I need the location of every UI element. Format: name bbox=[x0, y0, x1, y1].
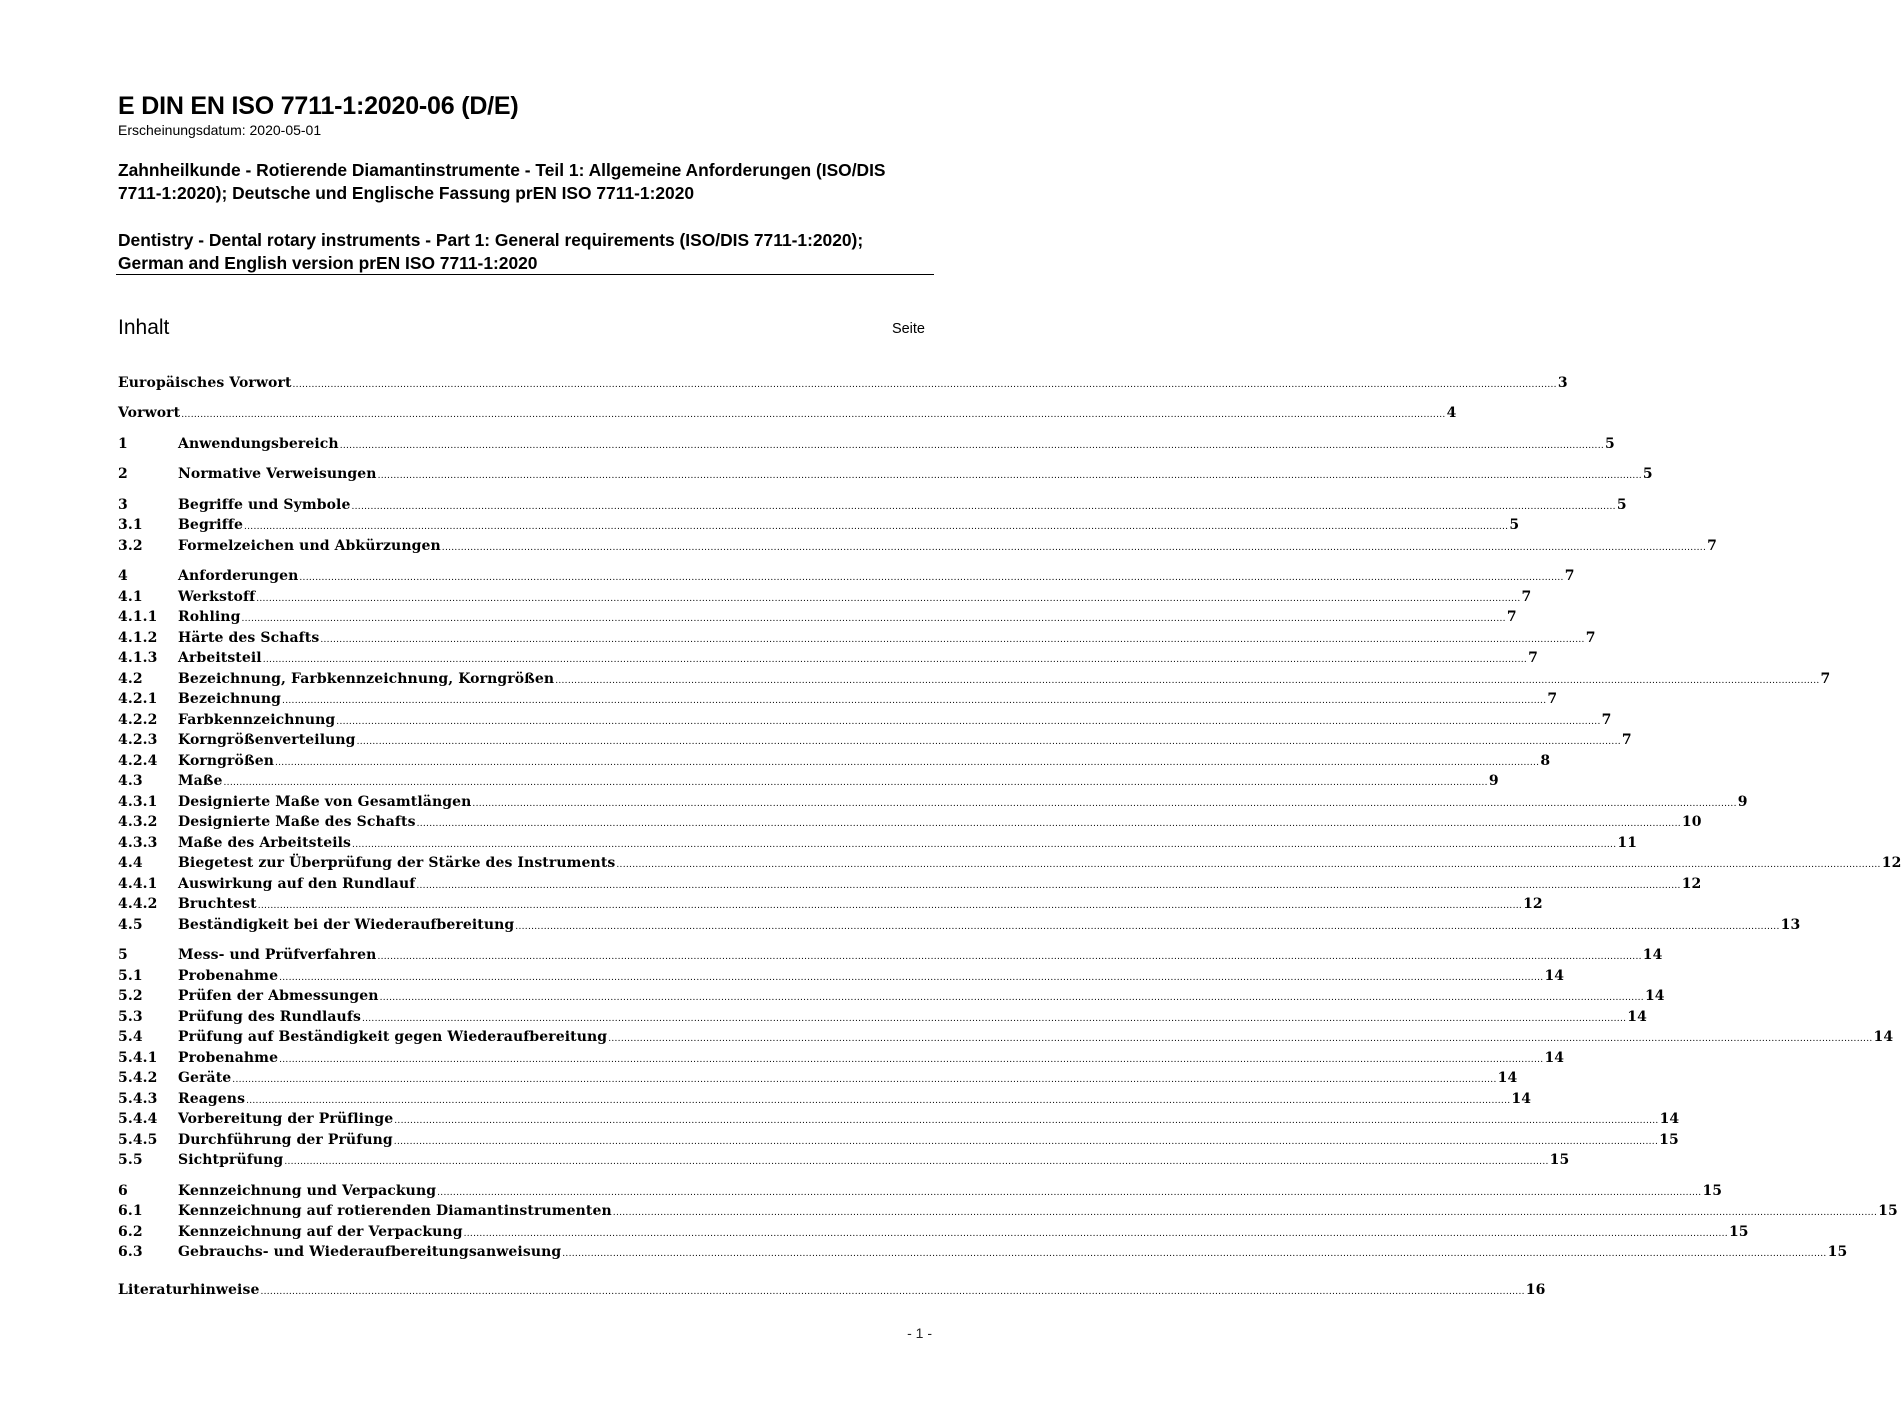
toc-dot-leader: ................................................................................................................................................................................................................................................................................................................................................................................................................ bbox=[241, 614, 1506, 624]
toc-entry-number: 2 bbox=[118, 466, 128, 482]
toc-entry-number: 3 bbox=[118, 497, 128, 513]
toc-dot-leader: ................................................................................................................................................................................................................................................................................................................................................................................................................ bbox=[282, 696, 1547, 706]
toc-entry-page: 5 bbox=[1616, 497, 1627, 513]
toc-entry[interactable] bbox=[118, 1180, 1723, 1200]
toc-entry[interactable] bbox=[118, 1108, 1680, 1128]
toc-entry-number: 4.2 bbox=[118, 671, 143, 687]
toc-entry-number: 5 bbox=[118, 947, 128, 963]
toc-entry-number: 5.4.2 bbox=[118, 1070, 158, 1086]
toc-entry-title: Werkstoff bbox=[178, 589, 256, 605]
toc-entry-number: 5.4.4 bbox=[118, 1111, 158, 1127]
toc-dot-leader: ................................................................................................................................................................................................................................................................................................................................................................................................................ bbox=[339, 441, 1605, 451]
toc-entry[interactable] bbox=[118, 1047, 1565, 1067]
toc-entry-title: Rohling bbox=[178, 609, 241, 625]
toc-entry[interactable] bbox=[118, 770, 1499, 790]
toc-entry-page: 5 bbox=[1509, 517, 1520, 533]
toc-entry-title: Reagens bbox=[178, 1091, 246, 1107]
toc-entry-page: 14 bbox=[1873, 1029, 1894, 1045]
toc-entry[interactable] bbox=[118, 750, 1551, 770]
toc-entry-title: Sichtprüfung bbox=[178, 1152, 284, 1168]
toc-entry-page: 15 bbox=[1549, 1152, 1570, 1168]
toc-entry[interactable] bbox=[118, 668, 1831, 688]
toc-entry-title: Begriffe bbox=[178, 517, 243, 533]
toc-entry[interactable] bbox=[118, 873, 1702, 893]
toc-dot-leader: ................................................................................................................................................................................................................................................................................................................................................................................................................ bbox=[299, 573, 1564, 583]
toc-dot-leader: ................................................................................................................................................................................................................................................................................................................................................................................................................ bbox=[416, 819, 1681, 829]
toc-dot-leader: ................................................................................................................................................................................................................................................................................................................................................................................................................ bbox=[437, 1188, 1702, 1198]
toc-entry-page: 14 bbox=[1544, 1050, 1565, 1066]
toc-entry[interactable] bbox=[118, 606, 1517, 626]
toc-entry-title: Farbkennzeichnung bbox=[178, 712, 336, 728]
toc-entry[interactable] bbox=[118, 535, 1717, 555]
toc-entry-title: Beständigkeit bei der Wiederaufbereitung bbox=[178, 917, 515, 933]
toc-entry-title: Maße bbox=[178, 773, 223, 789]
toc-entry-page: 9 bbox=[1737, 794, 1748, 810]
toc-dot-leader: ................................................................................................................................................................................................................................................................................................................................................................................................................ bbox=[463, 1229, 1728, 1239]
toc-entry-number: 6.2 bbox=[118, 1224, 143, 1240]
toc-entry-page: 14 bbox=[1511, 1091, 1532, 1107]
title-english: Dentistry - Dental rotary instruments - Part 1: General requirements (ISO/DIS 7711-1:2020); German and English version prEN ISO 7711-1:2020 bbox=[118, 230, 864, 273]
toc-entry[interactable] bbox=[118, 965, 1565, 985]
toc-entry-number: 4.3.1 bbox=[118, 794, 158, 810]
toc-entry-number: 5.4.5 bbox=[118, 1132, 158, 1148]
toc-entry[interactable] bbox=[118, 709, 1612, 729]
toc-dot-leader: ................................................................................................................................................................................................................................................................................................................................................................................................................ bbox=[616, 860, 1881, 870]
toc-dot-leader: ................................................................................................................................................................................................................................................................................................................................................................................................................ bbox=[256, 594, 1521, 604]
toc-dot-leader: ................................................................................................................................................................................................................................................................................................................................................................................................................ bbox=[260, 1287, 1525, 1297]
toc-dot-leader: ................................................................................................................................................................................................................................................................................................................................................................................................................ bbox=[377, 952, 1642, 962]
toc-entry-title: Anforderungen bbox=[178, 568, 299, 584]
toc-entry-title: Auswirkung auf den Rundlauf bbox=[178, 876, 416, 892]
toc-entry-page: 11 bbox=[1617, 835, 1638, 851]
toc-page-label: Seite bbox=[891, 321, 925, 337]
toc-dot-leader: ................................................................................................................................................................................................................................................................................................................................................................................................................ bbox=[361, 1014, 1627, 1024]
toc-entry-page: 7 bbox=[1564, 568, 1575, 584]
toc-dot-leader: ................................................................................................................................................................................................................................................................................................................................................................................................................ bbox=[393, 1137, 1659, 1147]
toc-dot-leader: ................................................................................................................................................................................................................................................................................................................................................................................................................ bbox=[515, 922, 1780, 932]
toc-dot-leader: ................................................................................................................................................................................................................................................................................................................................................................................................................ bbox=[555, 676, 1820, 686]
toc-dot-leader: ................................................................................................................................................................................................................................................................................................................................................................................................................ bbox=[246, 1096, 1511, 1106]
toc-entry-title: Korngrößen bbox=[178, 753, 274, 769]
toc-entry-number: 4.4.1 bbox=[118, 876, 158, 892]
toc-dot-leader: ................................................................................................................................................................................................................................................................................................................................................................................................................ bbox=[377, 471, 1642, 481]
toc-dot-leader: ................................................................................................................................................................................................................................................................................................................................................................................................................ bbox=[356, 737, 1621, 747]
toc-entry-title: Europäisches Vorwort bbox=[118, 375, 292, 391]
toc-entry-page: 7 bbox=[1601, 712, 1612, 728]
title-divider bbox=[116, 274, 934, 275]
toc-entry-page: 12 bbox=[1681, 876, 1702, 892]
toc-entry-number: 4.1.3 bbox=[118, 650, 158, 666]
toc-entry[interactable] bbox=[118, 463, 1653, 483]
toc-entry-number: 6.3 bbox=[118, 1244, 143, 1260]
toc-dot-leader: ................................................................................................................................................................................................................................................................................................................................................................................................................ bbox=[257, 901, 1523, 911]
toc-entry[interactable] bbox=[118, 586, 1532, 606]
toc-entry-page: 15 bbox=[1702, 1183, 1723, 1199]
toc-entry-page: 10 bbox=[1681, 814, 1702, 830]
toc-entry-number: 5.5 bbox=[118, 1152, 143, 1168]
toc-entry-title: Vorwort bbox=[118, 405, 181, 421]
toc-entry-number: 4.2.1 bbox=[118, 691, 158, 707]
toc-dot-leader: ................................................................................................................................................................................................................................................................................................................................................................................................................ bbox=[562, 1249, 1827, 1259]
toc-entry[interactable] bbox=[118, 811, 1702, 831]
toc-entry[interactable] bbox=[118, 1088, 1532, 1108]
toc-entry-page: 9 bbox=[1488, 773, 1499, 789]
toc-entry-page: 5 bbox=[1605, 436, 1615, 452]
toc-entry-title: Normative Verweisungen bbox=[178, 466, 377, 482]
toc-entry-number: 3.2 bbox=[118, 538, 143, 554]
toc-entry[interactable] bbox=[118, 852, 1901, 872]
toc-dot-leader: ................................................................................................................................................................................................................................................................................................................................................................................................................ bbox=[284, 1157, 1549, 1167]
title-german: Zahnheilkunde - Rotierende Diamantinstrumente - Teil 1: Allgemeine Anforderungen (ISO/DIS 7711-1:2020); Deutsche und Englische Fassung prEN ISO 7711-1:2020 bbox=[118, 160, 886, 203]
toc-entry[interactable] bbox=[118, 494, 1627, 514]
toc-entry-number: 5.1 bbox=[118, 968, 143, 984]
toc-entry-title: Bezeichnung bbox=[178, 691, 282, 707]
toc-entry-title: Mess- und Prüfverfahren bbox=[178, 947, 377, 963]
toc-entry-number: 4.5 bbox=[118, 917, 143, 933]
toc-entry[interactable] bbox=[118, 832, 1638, 852]
toc-entry-page: 3 bbox=[1557, 375, 1568, 391]
toc-entry-page: 7 bbox=[1547, 691, 1558, 707]
toc-entry-title: Härte des Schafts bbox=[178, 630, 320, 646]
toc-entry-page: 14 bbox=[1644, 988, 1665, 1004]
toc-entry-page: 8 bbox=[1540, 753, 1551, 769]
toc-entry[interactable] bbox=[118, 914, 1801, 934]
toc-entry-number: 3.1 bbox=[118, 517, 143, 533]
toc-entry-number: 6.1 bbox=[118, 1203, 143, 1219]
toc-dot-leader: ................................................................................................................................................................................................................................................................................................................................................................................................................ bbox=[181, 410, 1446, 420]
document-id: E DIN EN ISO 7711-1:2020-06 (D/E) bbox=[118, 92, 519, 120]
toc-entry-title: Designierte Maße des Schafts bbox=[178, 814, 416, 830]
toc-entry[interactable] bbox=[118, 1149, 1570, 1169]
toc-dot-leader: ................................................................................................................................................................................................................................................................................................................................................................................................................ bbox=[612, 1208, 1878, 1218]
toc-entry-number: 4.1.2 bbox=[118, 630, 158, 646]
toc-entry-number: 4.2.4 bbox=[118, 753, 158, 769]
toc-entry-page: 15 bbox=[1827, 1244, 1848, 1260]
toc-dot-leader: ................................................................................................................................................................................................................................................................................................................................................................................................................ bbox=[243, 522, 1509, 532]
toc-entry-number: 4.3 bbox=[118, 773, 143, 789]
toc-entry-title: Bezeichnung, Farbkennzeichnung, Korngrößen bbox=[178, 671, 555, 687]
toc-entry[interactable] bbox=[118, 627, 1596, 647]
toc-entry-page: 7 bbox=[1521, 589, 1532, 605]
toc-entry-page: 12 bbox=[1881, 855, 1901, 871]
toc-dot-leader: ................................................................................................................................................................................................................................................................................................................................................................................................................ bbox=[279, 973, 1544, 983]
toc-entry-title: Durchführung der Prüfung bbox=[178, 1132, 393, 1148]
toc-entry-page: 7 bbox=[1820, 671, 1831, 687]
toc-entry-number: 4.1.1 bbox=[118, 609, 158, 625]
toc-dot-leader: ................................................................................................................................................................................................................................................................................................................................................................................................................ bbox=[262, 655, 1528, 665]
toc-entry[interactable] bbox=[118, 791, 1748, 811]
toc-dot-leader: ................................................................................................................................................................................................................................................................................................................................................................................................................ bbox=[292, 380, 1557, 390]
publication-date: Erscheinungsdatum: 2020-05-01 bbox=[118, 122, 322, 138]
toc-entry[interactable] bbox=[118, 893, 1543, 913]
toc-entry-page: 16 bbox=[1525, 1282, 1546, 1298]
toc-entry[interactable] bbox=[118, 372, 1568, 392]
toc-entry-page: 7 bbox=[1707, 538, 1717, 554]
toc-entry-number: 4.4.2 bbox=[118, 896, 158, 912]
toc-entry-number: 5.4.1 bbox=[118, 1050, 158, 1066]
toc-entry-page: 15 bbox=[1659, 1132, 1679, 1148]
toc-entry-page: 14 bbox=[1659, 1111, 1680, 1127]
toc-entry-page: 7 bbox=[1528, 650, 1538, 666]
toc-entry[interactable] bbox=[118, 1026, 1894, 1046]
toc-entry-number: 4.4 bbox=[118, 855, 143, 871]
toc-entry-page: 7 bbox=[1506, 609, 1517, 625]
toc-entry-number: 5.2 bbox=[118, 988, 143, 1004]
toc-dot-leader: ................................................................................................................................................................................................................................................................................................................................................................................................................ bbox=[379, 993, 1644, 1003]
toc-entry-title: Kennzeichnung auf der Verpackung bbox=[178, 1224, 463, 1240]
toc-entry[interactable] bbox=[118, 565, 1575, 585]
toc-dot-leader: ................................................................................................................................................................................................................................................................................................................................................................................................................ bbox=[232, 1075, 1497, 1085]
toc-dot-leader: ................................................................................................................................................................................................................................................................................................................................................................................................................ bbox=[336, 717, 1601, 727]
toc-dot-leader: ................................................................................................................................................................................................................................................................................................................................................................................................................ bbox=[441, 543, 1707, 553]
toc-entry[interactable] bbox=[118, 1067, 1518, 1087]
toc-entry-number: 4.3.2 bbox=[118, 814, 158, 830]
toc-entry-number: 4.2.2 bbox=[118, 712, 158, 728]
toc-entry-number: 5.3 bbox=[118, 1009, 143, 1025]
toc-entry[interactable] bbox=[118, 729, 1632, 749]
toc-entry[interactable] bbox=[118, 433, 1615, 453]
toc-entry-page: 15 bbox=[1728, 1224, 1749, 1240]
toc-entry-page: 4 bbox=[1446, 405, 1457, 421]
toc-dot-leader: ................................................................................................................................................................................................................................................................................................................................................................................................................ bbox=[394, 1116, 1659, 1126]
toc-entry-page: 7 bbox=[1621, 732, 1632, 748]
toc-dot-leader: ................................................................................................................................................................................................................................................................................................................................................................................................................ bbox=[279, 1055, 1544, 1065]
toc-entry-title: Literaturhinweise bbox=[118, 1282, 260, 1298]
toc-entry-page: 15 bbox=[1878, 1203, 1898, 1219]
toc-entry-number: 4.1 bbox=[118, 589, 143, 605]
toc-entry-number: 4.3.3 bbox=[118, 835, 158, 851]
toc-entry-number: 4.2.3 bbox=[118, 732, 158, 748]
toc-entry-page: 13 bbox=[1780, 917, 1801, 933]
toc-entry-page: 5 bbox=[1642, 466, 1653, 482]
toc-entry[interactable] bbox=[118, 647, 1538, 667]
toc-entry[interactable] bbox=[118, 1279, 1546, 1299]
toc-entry-title: Prüfen der Abmessungen bbox=[178, 988, 379, 1004]
toc-entry-number: 1 bbox=[118, 436, 128, 452]
toc-dot-leader: ................................................................................................................................................................................................................................................................................................................................................................................................................ bbox=[352, 840, 1617, 850]
toc-entry-title: Korngrößenverteilung bbox=[178, 732, 356, 748]
toc-entry-title: Prüfung auf Beständigkeit gegen Wiederaufbereitung bbox=[178, 1029, 608, 1045]
toc-dot-leader: ................................................................................................................................................................................................................................................................................................................................................................................................................ bbox=[223, 778, 1488, 788]
toc-entry-title: Biegetest zur Überprüfung der Stärke des Instruments bbox=[178, 855, 616, 871]
toc-entry-title: Probenahme bbox=[178, 968, 279, 984]
toc-entry-page: 14 bbox=[1544, 968, 1565, 984]
toc-entry[interactable] bbox=[118, 1006, 1647, 1026]
toc-entry-number: 6 bbox=[118, 1183, 128, 1199]
toc-entry[interactable] bbox=[118, 402, 1457, 422]
toc-entry-page: 14 bbox=[1497, 1070, 1518, 1086]
toc-entry-number: 5.4.3 bbox=[118, 1091, 158, 1107]
toc-entry-title: Vorbereitung der Prüflinge bbox=[178, 1111, 394, 1127]
toc-entry-title: Kennzeichnung auf rotierenden Diamantinstrumenten bbox=[178, 1203, 612, 1219]
toc-entry-title: Begriffe und Symbole bbox=[178, 497, 351, 513]
toc-entry-title: Formelzeichen und Abkürzungen bbox=[178, 538, 441, 554]
toc-entry[interactable] bbox=[118, 1221, 1749, 1241]
toc-dot-leader: ................................................................................................................................................................................................................................................................................................................................................................................................................ bbox=[416, 881, 1681, 891]
toc-entry[interactable] bbox=[118, 1200, 1898, 1220]
toc-entry-number: 5.4 bbox=[118, 1029, 143, 1045]
toc-entry[interactable] bbox=[118, 1129, 1679, 1149]
toc-entry-page: 14 bbox=[1627, 1009, 1647, 1025]
toc-dot-leader: ................................................................................................................................................................................................................................................................................................................................................................................................................ bbox=[351, 502, 1616, 512]
toc-entry[interactable] bbox=[118, 985, 1665, 1005]
toc-entry-title: Prüfung des Rundlaufs bbox=[178, 1009, 361, 1025]
toc-entry-title: Geräte bbox=[178, 1070, 232, 1086]
toc-entry[interactable] bbox=[118, 1241, 1848, 1261]
page-number: - 1 - bbox=[907, 1325, 932, 1341]
toc-heading: Inhalt bbox=[118, 316, 170, 339]
toc-dot-leader: ................................................................................................................................................................................................................................................................................................................................................................................................................ bbox=[274, 758, 1540, 768]
toc-entry-title: Designierte Maße von Gesamtlängen bbox=[178, 794, 472, 810]
toc-entry-title: Kennzeichnung und Verpackung bbox=[178, 1183, 437, 1199]
toc-entry-page: 14 bbox=[1642, 947, 1663, 963]
toc-dot-leader: ................................................................................................................................................................................................................................................................................................................................................................................................................ bbox=[608, 1034, 1873, 1044]
toc-dot-leader: ................................................................................................................................................................................................................................................................................................................................................................................................................ bbox=[472, 799, 1737, 809]
toc-entry-title: Probenahme bbox=[178, 1050, 279, 1066]
toc-entry-number: 4 bbox=[118, 568, 128, 584]
toc-dot-leader: ................................................................................................................................................................................................................................................................................................................................................................................................................ bbox=[320, 635, 1585, 645]
toc-entry-title: Maße des Arbeitsteils bbox=[178, 835, 352, 851]
toc-entry-page: 12 bbox=[1523, 896, 1543, 912]
toc-entry-title: Bruchtest bbox=[178, 896, 257, 912]
toc-entry[interactable] bbox=[118, 514, 1520, 534]
toc-entry[interactable] bbox=[118, 944, 1663, 964]
toc-entry[interactable] bbox=[118, 688, 1558, 708]
toc-entry-title: Arbeitsteil bbox=[178, 650, 262, 666]
toc-entry-title: Anwendungsbereich bbox=[178, 436, 339, 452]
toc-entry-page: 7 bbox=[1585, 630, 1596, 646]
toc-entry-title: Gebrauchs- und Wiederaufbereitungsanweisung bbox=[178, 1244, 562, 1260]
